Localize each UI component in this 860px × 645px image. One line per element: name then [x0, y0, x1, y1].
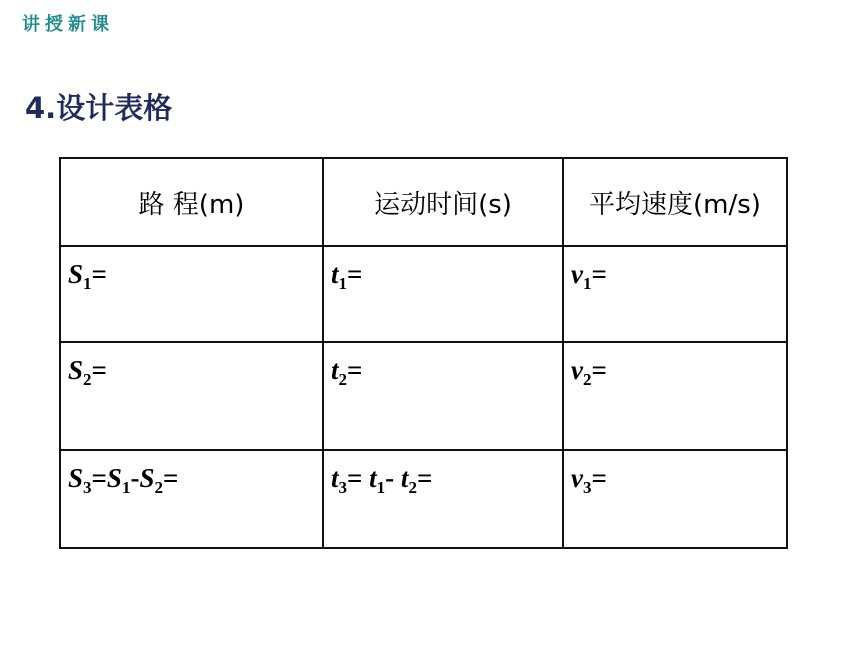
time-cell [323, 450, 563, 548]
distance-cell [60, 450, 323, 548]
formula-subscript: 3 [582, 478, 592, 497]
formula-symbol: t [331, 463, 339, 493]
formula-subscript: 2 [154, 478, 163, 497]
table-row [60, 246, 787, 342]
formula-subscript: 1 [338, 274, 348, 293]
formula-subscript: 1 [121, 478, 131, 497]
formula-subscript: 2 [408, 478, 417, 497]
formula-subscript: 2 [582, 370, 592, 389]
formula-symbol: v [571, 355, 583, 385]
corner-label: 讲授新课 [22, 14, 114, 35]
formula-subscript: 1 [582, 274, 592, 293]
table-header-row [60, 158, 787, 246]
time-cell [323, 246, 563, 342]
formula-symbol: v [571, 463, 583, 493]
formula-operator: = [162, 463, 179, 493]
formula-operator: = [91, 259, 107, 289]
formula-symbol: S [106, 463, 122, 493]
formula-operator: = [91, 355, 107, 385]
formula-subscript: 3 [338, 478, 348, 497]
speed-cell [563, 246, 787, 342]
formula-operator: = [347, 355, 363, 385]
formula-symbol: v [571, 259, 583, 289]
design-table [59, 157, 788, 549]
distance-cell [60, 342, 323, 450]
formula-symbol: t [331, 355, 339, 385]
formula-symbol: S [68, 463, 84, 493]
formula-subscript: 1 [376, 478, 386, 497]
formula-symbol: S [139, 463, 155, 493]
formula-operator: = [591, 355, 607, 385]
header-distance: 路 程(m) [60, 158, 323, 246]
header-time: 运动时间(s) [323, 158, 563, 246]
distance-cell [60, 246, 323, 342]
formula-operator: = [591, 463, 607, 493]
formula-symbol: S [68, 355, 84, 385]
formula-operator: = [91, 463, 107, 493]
time-cell [323, 342, 563, 450]
section-title: 4.设计表格 [25, 91, 173, 125]
formula-operator: = [347, 463, 370, 493]
formula-subscript: 3 [83, 478, 92, 497]
formula-symbol: t [369, 463, 377, 493]
formula-symbol: t [400, 463, 409, 493]
formula-operator: - [385, 463, 401, 493]
speed-cell [563, 450, 787, 548]
formula-symbol: S [68, 259, 84, 289]
formula-subscript: 2 [338, 370, 348, 389]
formula-operator: = [591, 259, 607, 289]
formula-operator: - [130, 463, 140, 493]
formula-subscript: 2 [83, 370, 92, 389]
table-row [60, 450, 787, 548]
formula-symbol: t [331, 259, 339, 289]
formula-operator: = [347, 259, 363, 289]
speed-cell [563, 342, 787, 450]
header-speed: 平均速度(m/s) [563, 158, 787, 246]
table-row [60, 342, 787, 450]
formula-operator: = [416, 463, 433, 493]
formula-subscript: 1 [83, 274, 92, 293]
